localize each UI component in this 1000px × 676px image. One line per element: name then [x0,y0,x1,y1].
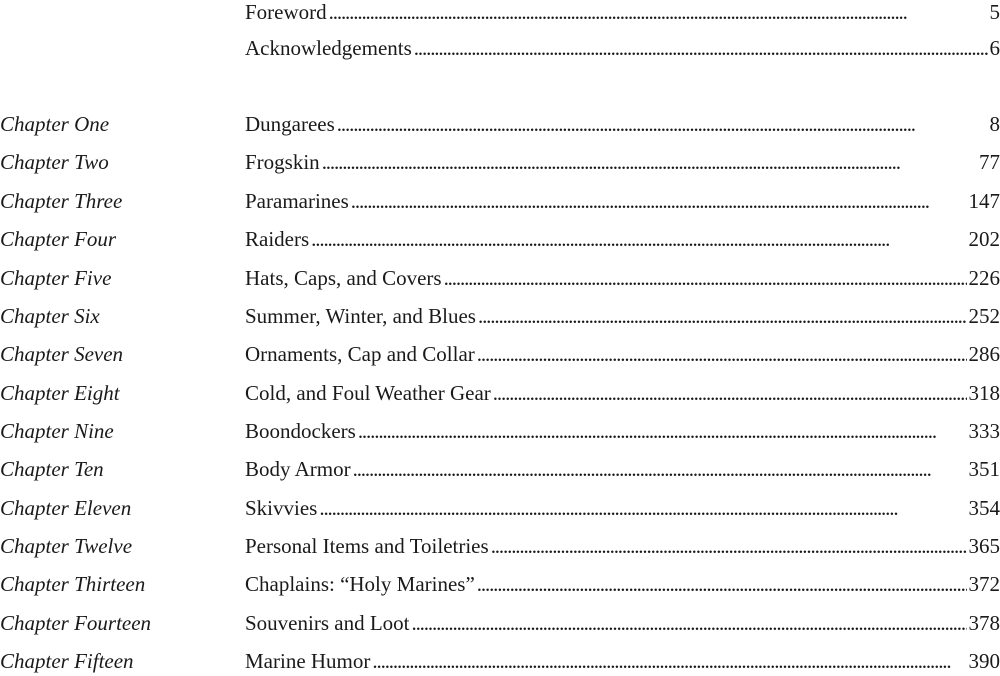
chapter-label: Chapter Fourteen [0,608,151,638]
toc-entry [245,224,1000,254]
chapter-label: Chapter Ten [0,454,104,484]
entry-title: Acknowledgements [245,33,412,63]
entry-page-number: 333 [969,416,1000,446]
dot-leader [322,147,977,177]
entry-page-number: 286 [969,339,1000,369]
entry-title: Skivvies [245,493,317,523]
dot-leader [337,109,988,139]
toc-row [0,263,1000,293]
toc-row [0,109,1000,139]
entry-page-number: 354 [969,493,1000,523]
toc-entry [245,569,1000,599]
entry-title: Frogskin [245,147,320,177]
entry-page-number: 365 [969,531,1000,561]
dot-leader [477,569,967,599]
toc-row [0,608,1000,638]
toc-entry [245,33,1000,63]
chapter-label: Chapter Fifteen [0,646,134,676]
toc-entry [245,263,1000,293]
toc-row [0,147,1000,177]
dot-leader [493,378,967,408]
entry-title: Paramarines [245,186,349,216]
chapter-label: Chapter Eight [0,378,120,408]
toc-row [0,531,1000,561]
entry-page-number: 378 [969,608,1000,638]
entry-page-number: 351 [969,454,1000,484]
chapter-label: Chapter Nine [0,416,114,446]
toc-row [0,301,1000,331]
toc-row [0,416,1000,446]
chapter-label: Chapter Two [0,147,109,177]
entry-title: Personal Items and Toiletries [245,531,489,561]
entry-title: Marine Humor [245,646,370,676]
toc-row [0,646,1000,676]
chapter-label: Chapter Four [0,224,116,254]
toc-row [0,339,1000,369]
entry-page-number: 8 [990,109,1000,139]
toc-entry [245,531,1000,561]
entry-page-number: 147 [969,186,1000,216]
entry-title: Chaplains: “Holy Marines” [245,569,475,599]
toc-row [0,186,1000,216]
chapter-label: Chapter Twelve [0,531,132,561]
toc-entry [245,378,1000,408]
toc-entry [245,646,1000,676]
entry-title: Body Armor [245,454,351,484]
dot-leader [311,224,966,254]
entry-title: Dungarees [245,109,335,139]
dot-leader [477,339,967,369]
toc-entry [245,109,1000,139]
entry-page-number: 6 [990,33,1000,63]
toc-row [0,454,1000,484]
entry-title: Summer, Winter, and Blues [245,301,476,331]
entry-page-number: 372 [969,569,1000,599]
toc-entry [245,301,1000,331]
entry-title: Boondockers [245,416,356,446]
dot-leader [491,531,967,561]
toc-row [0,569,1000,599]
entry-title: Cold, and Foul Weather Gear [245,378,491,408]
entry-page-number: 77 [979,147,1000,177]
toc-row-acknowledgements [0,33,1000,63]
toc-entry [245,454,1000,484]
entry-title: Hats, Caps, and Covers [245,263,442,293]
toc-entry [245,147,1000,177]
toc-entry [245,0,1000,27]
entry-page-number: 202 [969,224,1000,254]
entry-page-number: 226 [969,263,1000,293]
toc-entry [245,416,1000,446]
dot-leader [319,493,966,523]
dot-leader [478,301,967,331]
toc-entry [245,339,1000,369]
chapter-label: Chapter Eleven [0,493,131,523]
dot-leader [411,608,966,638]
toc-row [0,493,1000,523]
entry-page-number: 252 [969,301,1000,331]
dot-leader [351,186,967,216]
toc-entry [245,493,1000,523]
entry-title: Ornaments, Cap and Collar [245,339,475,369]
entry-title: Foreword [245,0,327,27]
entry-page-number: 5 [990,0,1000,27]
entry-title: Souvenirs and Loot [245,608,409,638]
chapter-label: Chapter Five [0,263,111,293]
entry-title: Raiders [245,224,309,254]
toc-entry [245,608,1000,638]
dot-leader [444,263,967,293]
dot-leader [353,454,967,484]
chapter-label: Chapter One [0,109,109,139]
dot-leader [329,0,988,27]
dot-leader [372,646,966,676]
dot-leader [358,416,967,446]
toc-row [0,378,1000,408]
entry-page-number: 390 [969,646,1000,676]
dot-leader [414,33,988,63]
chapter-label: Chapter Three [0,186,122,216]
chapter-label: Chapter Thirteen [0,569,145,599]
toc-row [0,224,1000,254]
chapter-label: Chapter Six [0,301,100,331]
chapter-label: Chapter Seven [0,339,123,369]
entry-page-number: 318 [969,378,1000,408]
toc-row-foreword [0,0,1000,27]
toc-entry [245,186,1000,216]
